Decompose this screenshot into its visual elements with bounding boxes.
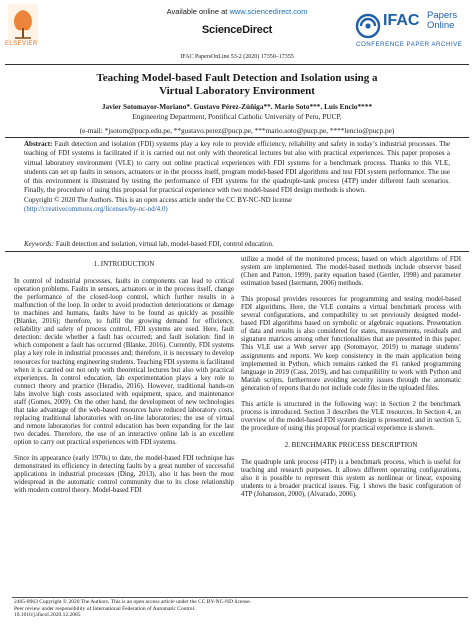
header-divider [5,64,469,65]
paper-title [0,72,474,98]
footer-peer-review: Peer review under responsibility of International Federation of Automatic Control. [14,605,196,612]
abstract-text: Fault detection and isolation (FDI) systems play a key role to provide efficiency, reliability and safety in today’s industrial processes. The teaching of FDI systems is facilitated if it is carried out not only with theoretical lectures but also with practical experiences. This paper proposes a virtual laboratory environment (VLE) to carry out online practical experiences with FDI systems for a benchmark process. Thanks to this VLE, students can set up faults in sensors, actuators or in the process itself, program model-based FDI algorithms and test FDI system performance. The use of this environment is illustrated by testing the performance of FDI systems for the quadruple-tank process (4TP) under different fault scenarios. Finally, the procedure of using this proposal for practical experience with two model-based FDI design methods is shown. [24,140,450,195]
affiliation: Engineering Department, Pontifical Catholic University of Peru, PUCP, [132,112,342,121]
paper-title-line2: Virtual Laboratory Environment [159,85,315,97]
right-column [241,256,461,507]
right-paragraph-1: utilize a model of the monitored process, based on which algorithms of FDI system are implemented. The model-based methods include observer based (Chen and Patton, 1999), parity equation based (Gertler, 1998) and parameter estimation based (Isermann, 2006) methods. [241,256,461,288]
right-paragraph-4: The quadruple tank process (4TP) is a benchmark process, which is useful for teaching and research purposes. It allows different operating configurations, also it is possible to represent this system as nonlinear or linear, exposing students to a broader practical issues. Fig. 1 shows the basic configuration of 4TP (Johansson, 2000), (Alvarado, 2006). [241,458,461,499]
keywords-text: Fault detection and isolation, virtual lab, model-based FDI, control education. [55,240,274,248]
abstract-top-rule [5,137,469,138]
license-link[interactable]: (http://creativecommons.org/licenses/by-nc-nd/4.0) [24,205,168,214]
ifac-logo-icon [355,13,381,39]
abstract-bottom-rule [5,251,469,252]
ifac-papers-online [427,11,457,31]
sciencedirect-title: ScienceDirect [201,24,273,36]
footer-doi: 10.1016/j.ifacol.2020.12.2085 [14,612,81,619]
section-heading-introduction: 1. INTRODUCTION [93,260,155,268]
ifac-conference-archive: CONFERENCE PAPER ARCHIVE [356,41,463,48]
left-column [14,256,234,503]
footer-copyright: 2405-8963 Copyright © 2020 The Authors. This is an open access article under the CC BY-NC-ND license. [14,599,252,605]
abstract-label: Abstract: [24,140,53,148]
intro-paragraph-1: In control of industrial processes, faults in components can lead to critical operation problems. Faults in sensors, actuators or in the process itself, change the performance of the closed-loop control, which further results in a malfunction of the loop. In order to avoid production deteriorations or damage to machines and humans, faults have to be found as quickly as possible (Blanke, 2016); therefore, to fulfil the growing demand for efficiency, reliability and safety of process control, FDI systems are used. Here, fault detection: decide whether a fault has occurred; and fault isolation: find in which component a fault has occurred (Blanke, 2016). Currently, FDI systems play a key role in industrial processes and; therefore, it is necessary to develop resources for teaching engineering students. Teaching FDI systems is facilitated when it is carried out not only with theoretical lectures but also with practical experiences. In control education, lab experimentation plays a key role to connect theory and practice (Heradio, 2016). However, traditional hands-on labs involve high costs associated with equipment, space, and maintenance staff (Gomes, 2009). On the other hand, the development of new technologies that take advantage of the web-based resources have reduced laboratory costs, replacing traditional laboratories with on-line laboratories; the use of virtual and remote laboratories for control education has been expanding for the last two decades. Therefore, the use of an interactive online lab is an excellent option to carry out practical experiences with FDI systems. [14,278,234,446]
journal-reference: IFAC PapersOnLine 53-2 (2020) 17350–17355 [180,54,294,60]
abstract [24,140,450,214]
keywords [24,240,450,249]
page-footer [14,599,251,619]
section-heading-benchmark: 2. BENCHMARK PROCESS DESCRIPTION [284,440,418,449]
right-paragraph-2: This proposal provides resources for programming and testing model-based FDI algorithms. Here, the VLE contains a virtual benchmark process with several configurations, and compatibility to set previously designed model-based FDI algorithms based on symbolic or algebraic equations. Presentation of data and results is also considered for states, measurements, residuals and signature matrices among other functionalities that are presented in this paper. This VLE use a Web server app (Sotomayor, 2019) to manage students’ assignments and reports. We keep consistency in the main application being implemented in Python, which remains ranked the #1 ranked programming language in 2019 (Cass, 2019), and has compatibility to work with Python and Matlab scripts, furthermore avoiding security issues through the automatic generation of reports that do not include code files in the uploaded files. [241,296,461,392]
paper-title-line1: Teaching Model-based Fault Detection and Isolation using a [96,72,378,84]
intro-paragraph-2: Since its appearance (early 1970s) to date, the model-based FDI technique has demonstrated its efficiency in detecting faults by a great number of successful applications in industrial processes (Ding, 2013), also it has been the most widespread in the automatic control community due to its close relationship with modern control theory. Model-based FDI [14,455,234,495]
elsevier-wordmark: ELSEVIER [5,41,38,47]
ifac-papers-line2: Online [427,20,455,31]
authors: Javier Sotomayor-Moriano*. Gustavo Pérez-Zúñiga**. Mario Soto***. Luis Encio**** [101,102,373,111]
keywords-label: Keywords: [24,240,55,248]
page-header [0,0,474,50]
ifac-papers-line1: Papers [427,10,458,21]
copyright-notice: Copyright © 2020 The Authors. This is an open access article under the CC BY-NC-ND license [24,195,292,204]
right-paragraph-3: This article is structured in the following way: in Section 2 the benchmark process is introduced. Section 3 describes the VLE resources. In Section 4, an overview of the model-based FDI system design is presented, and in section 5, the procedure of using this proposal for practical experience is shown. [241,400,461,432]
available-prefix: Available online at [166,7,230,16]
footer-divider [12,597,468,598]
sciencedirect-link[interactable]: www.sciencedirect.com [229,7,308,16]
author-emails: (e-mail: *jsotom@pucp.edu.pe, **gustavo.perez@pucp.pe, ***mario.soto@pucp.pe, ****lencio@pucp.pe) [79,126,395,135]
ifac-wordmark: IFAC [383,12,420,29]
